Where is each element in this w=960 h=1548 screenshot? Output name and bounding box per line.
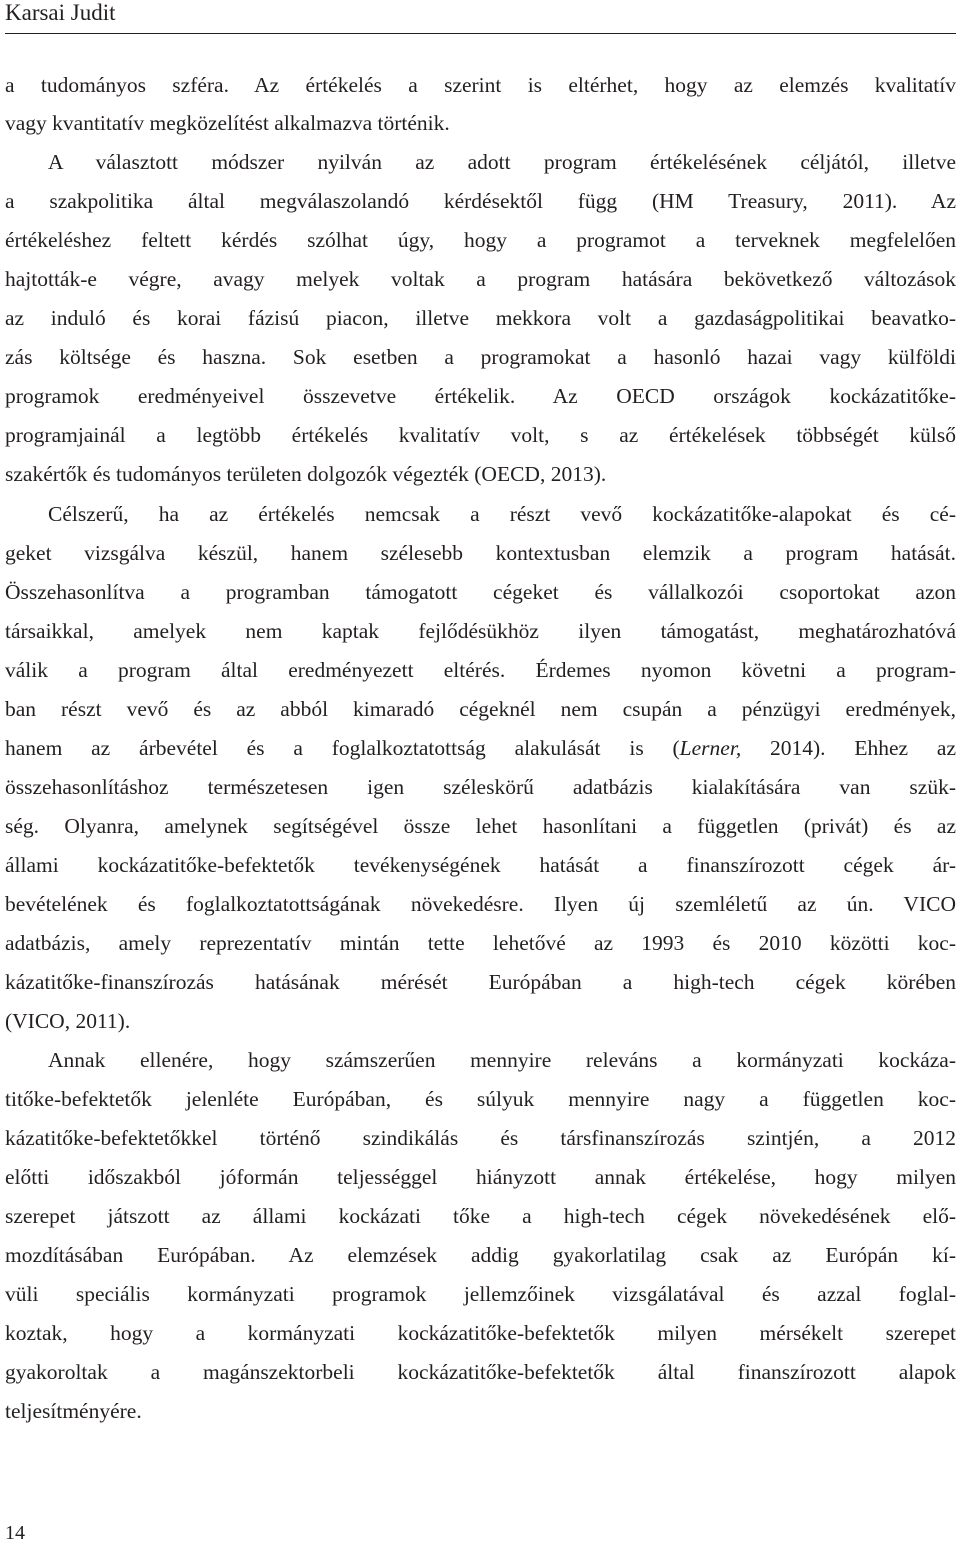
text-line: kázatitőke-finanszírozás hatásának mérését Európában a high-tech cégek körében — [5, 970, 956, 994]
text-line: geket vizsgálva készül, hanem szélesebb kontextusban elemzik a program hatását. — [5, 541, 956, 565]
text-fragment: hanem az árbevétel és a foglalkoztatottság alakulását is ( — [5, 736, 680, 760]
text-line: vagy kvantitatív megközelítést alkalmazva történik. — [5, 111, 450, 135]
text-line: válik a program által eredményezett eltérés. Érdemes nyomon követni a program- — [5, 658, 956, 682]
text-line: gyakoroltak a magánszektorbeli kockázatitőke-befektetők által finanszírozott alapok — [5, 1360, 956, 1384]
text-line: Annak ellenére, hogy számszerűen mennyire releváns a kormányzati kockáza- — [48, 1048, 956, 1072]
text-line: az induló és korai fázisú piacon, illetve mekkora volt a gazdaságpolitikai beavatko- — [5, 306, 956, 330]
text-line: szerepet játszott az állami kockázati tőke a high-tech cégek növekedésének elő- — [5, 1204, 956, 1228]
running-header — [5, 0, 956, 34]
text-line: szakértők és tudományos területen dolgozók végezték (OECD, 2013). — [5, 462, 607, 486]
text-line: mozdításában Európában. Az elemzések addig gyakorlatilag csak az Európán kí- — [5, 1243, 956, 1267]
text-line — [5, 733, 956, 763]
citation-author: Lerner, — [679, 736, 742, 760]
page-number: 14 — [5, 1522, 25, 1544]
text-line: társaikkal, amelyek nem kaptak fejlődésükhöz ilyen támogatást, meghatározhatóvá — [5, 619, 956, 643]
text-line: a szakpolitika által megválaszolandó kérdésektől függ (HM Treasury, 2011). Az — [5, 189, 956, 213]
text-line: adatbázis, amely reprezentatív mintán tette lehetővé az 1993 és 2010 közötti koc- — [5, 931, 956, 955]
header-author: Karsai Judit — [5, 0, 116, 25]
text-line: teljesítményére. — [5, 1399, 142, 1423]
text-line: ban részt vevő és az abból kimaradó cégeknél nem csupán a pénzügyi eredmények, — [5, 697, 956, 721]
text-line: Összehasonlítva a programban támogatott cégeket és vállalkozói csoportokat azon — [5, 580, 956, 604]
text-line: koztak, hogy a kormányzati kockázatitőke-befektetők milyen mérsékelt szerepet — [5, 1321, 956, 1345]
text-line: a tudományos szféra. Az értékelés a szerint is eltérhet, hogy az elemzés kvalitatív — [5, 73, 956, 97]
text-line: Célszerű, ha az értékelés nemcsak a részt vevő kockázatitőke-alapokat és cé- — [48, 502, 956, 526]
text-line: állami kockázatitőke-befektetők tevékenységének hatását a finanszírozott cégek ár- — [5, 853, 956, 877]
text-line: zás költsége és haszna. Sok esetben a programokat a hasonló hazai vagy külföldi — [5, 345, 956, 369]
text-line: hajtották-e végre, avagy melyek voltak a program hatására bekövetkező változások — [5, 267, 956, 291]
text-line: programok eredményeivel összevetve értékelik. Az OECD országok kockázatitőke- — [5, 384, 956, 408]
text-line: A választott módszer nyilván az adott program értékelésének céljától, illetve — [48, 150, 956, 174]
text-line: előtti időszakból jóformán teljességgel hiányzott annak értékelése, hogy milyen — [5, 1165, 956, 1189]
text-line: programjainál a legtöbb értékelés kvalitatív volt, s az értékelések többségét külső — [5, 423, 956, 447]
text-line: összehasonlításhoz természetesen igen széleskörű adatbázis kialakítására van szük- — [5, 775, 956, 799]
text-line: értékeléshez feltett kérdés szólhat úgy, hogy a programot a terveknek megfelelően — [5, 228, 956, 252]
text-line: ség. Olyanra, amelynek segítségével össze lehet hasonlítani a független (privát) és az — [5, 814, 956, 838]
text-line: vüli speciális kormányzati programok jellemzőinek vizsgálatával és azzal foglal- — [5, 1282, 956, 1306]
text-line: bevételének és foglalkoztatottságának növekedésre. Ilyen új szemléletű az ún. VICO — [5, 892, 956, 916]
text-line: (VICO, 2011). — [5, 1009, 131, 1033]
text-line: kázatitőke-befektetőkkel történő szindikálás és társfinanszírozás szintjén, a 2012 — [5, 1126, 956, 1150]
text-line: titőke-befektetők jelenléte Európában, és súlyuk mennyire nagy a független koc- — [5, 1087, 956, 1111]
text-fragment: 2014). Ehhez az — [741, 736, 956, 760]
